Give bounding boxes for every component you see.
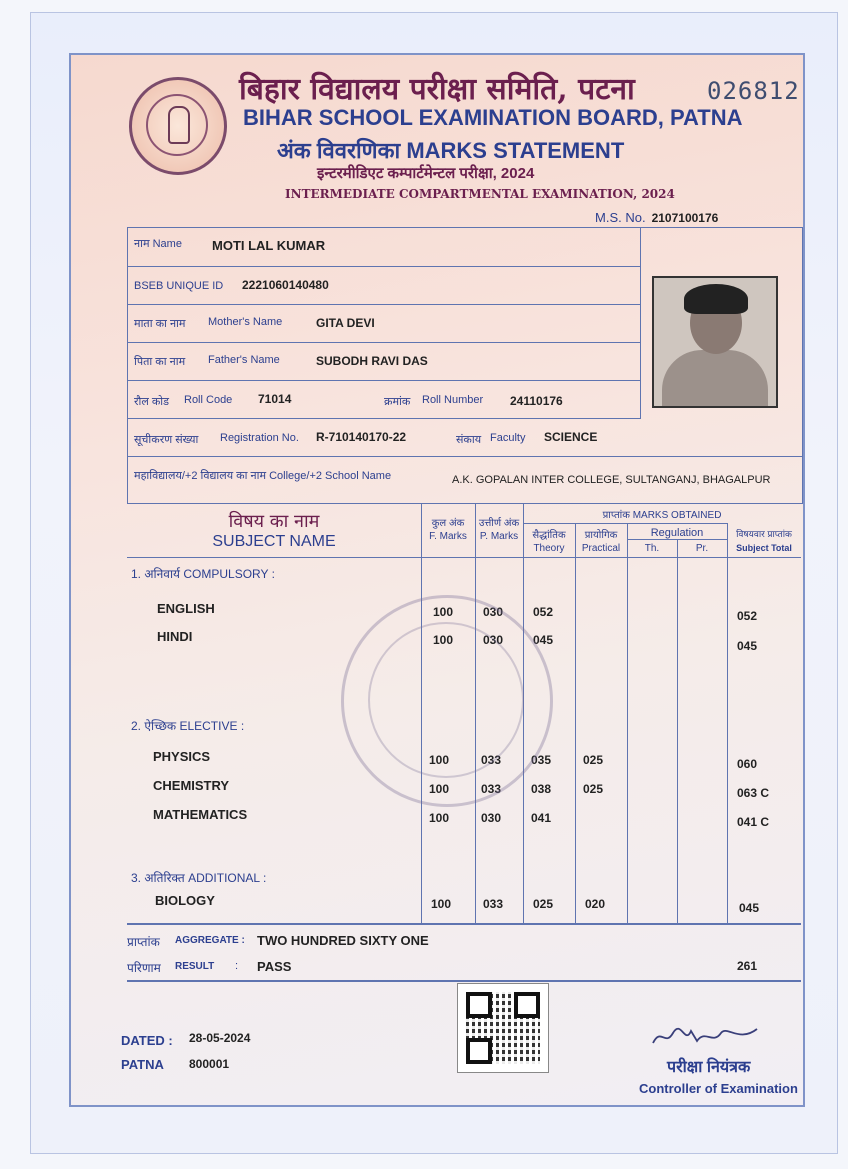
pass-marks-hindi: उत्तीर्ण अंक [478, 518, 520, 529]
faculty-label-hindi: संकाय [456, 434, 482, 446]
theory-hindi: सैद्धांतिक [532, 530, 566, 541]
aggregate-label-hindi: प्राप्तांक [127, 935, 160, 949]
full-marks: 100 [431, 897, 452, 911]
full-marks-english: F. Marks [429, 531, 467, 542]
ms-number [595, 210, 718, 225]
candidate-info [127, 227, 803, 504]
subject-total-hindi: विषयवार प्राप्तांक [736, 529, 792, 539]
pass-marks: 033 [481, 782, 502, 796]
result-label-hindi: परिणाम [127, 961, 161, 975]
pass-marks: 033 [481, 753, 502, 767]
candidate-photo [652, 276, 778, 408]
section-compulsory: 1. अनिवार्य COMPULSORY : [131, 567, 275, 581]
ms-number-value: 2107100176 [651, 211, 719, 225]
registration-number: R-710140170-22 [316, 430, 407, 444]
full-marks: 100 [429, 753, 450, 767]
practical-marks: 020 [585, 897, 606, 911]
roll-row [128, 380, 641, 419]
issue-date: 28-05-2024 [189, 1031, 251, 1045]
section-elective: 2. ऐच्छिक ELECTIVE : [131, 719, 245, 733]
subject-head-hindi: विषय का नाम [228, 511, 320, 532]
aggregate-in-words: TWO HUNDRED SIXTY ONE [257, 933, 429, 948]
registration-label: Registration No. [220, 432, 299, 444]
exam-name-english: INTERMEDIATE COMPARTMENTAL EXAMINATION, 2024 [285, 187, 675, 201]
aggregate-total: 261 [737, 959, 758, 973]
full-marks: 100 [429, 811, 450, 825]
marks-obtained-head [523, 507, 801, 521]
father-label-hindi: पिता का नाम [134, 356, 186, 368]
roll-number-label-hindi: क्रमांक [384, 396, 411, 408]
uid-label: BSEB UNIQUE ID [134, 280, 224, 292]
theory-marks: 045 [533, 633, 554, 647]
practical-marks: 025 [583, 753, 604, 767]
pass-marks-english: P. Marks [479, 531, 519, 542]
subject-total-english: Subject Total [736, 543, 792, 553]
full-marks: 100 [433, 605, 454, 619]
result-value: PASS [257, 959, 292, 974]
result-colon: : [235, 960, 239, 972]
practical-marks: 025 [583, 782, 604, 796]
subject-name: CHEMISTRY [153, 778, 230, 793]
regulation-practical: Pr. [695, 543, 709, 554]
full-marks: 100 [433, 633, 454, 647]
registration-row [128, 418, 802, 457]
dated-label: DATED : [121, 1033, 173, 1048]
pass-marks: 030 [483, 605, 504, 619]
father-row [128, 342, 641, 381]
roll-code: 71014 [258, 392, 292, 406]
mother-name: GITA DEVI [316, 316, 375, 330]
board-name-english: BIHAR SCHOOL EXAMINATION BOARD, PATNA [243, 105, 743, 130]
result-label: RESULT [175, 961, 215, 972]
mother-row [128, 304, 641, 343]
board-seal-icon [341, 595, 553, 807]
college-row [128, 456, 802, 502]
controller-title-hindi: परीक्षा नियंत्रक [667, 1059, 751, 1076]
theory-marks: 025 [533, 897, 554, 911]
regulation-theory: Th. [644, 543, 660, 554]
section-additional: 3. अतिरिक्त ADDITIONAL : [131, 871, 267, 885]
registration-label-hindi: सूचीकरण संख्या [134, 434, 199, 446]
subject-total: 045 [739, 901, 760, 915]
theory-marks: 052 [533, 605, 554, 619]
pass-marks: 030 [481, 811, 502, 825]
faculty: SCIENCE [544, 430, 598, 444]
theory-english: Theory [533, 543, 565, 554]
practical-english: Practical [581, 543, 621, 554]
controller-title-english: Controller of Examination [639, 1081, 798, 1096]
marks-statement-sheet [30, 12, 838, 1154]
roll-code-label: Roll Code [184, 394, 233, 406]
subject-head-english: SUBJECT NAME [212, 533, 336, 550]
board-name-hindi: बिहार विद्यालय परीक्षा समिति, पटना [239, 72, 635, 107]
document-frame [69, 53, 805, 1107]
pass-marks: 033 [483, 897, 504, 911]
subject-name: ENGLISH [157, 601, 215, 616]
statement-title [277, 135, 624, 165]
marks-obtained-english: MARKS OBTAINED [632, 510, 722, 521]
subject-name: HINDI [157, 629, 193, 644]
subject-total: 063 C [737, 786, 770, 800]
exam-name-hindi: इन्टरमीडिएट कम्पार्टमेन्टल परीक्षा, 2024 [317, 165, 535, 182]
college-label: महाविद्यालय/+2 विद्यालय का नाम College/+2 School Name [134, 470, 392, 482]
subject-total: 045 [737, 639, 758, 653]
pin-code: 800001 [189, 1057, 230, 1071]
statement-title-english: MARKS STATEMENT [406, 138, 625, 163]
full-marks-hindi: कुल अंक [431, 518, 465, 529]
unique-id: 2221060140480 [242, 278, 329, 292]
pass-marks: 030 [483, 633, 504, 647]
theory-marks: 035 [531, 753, 552, 767]
ms-number-label: M.S. No. [595, 210, 646, 225]
theory-marks: 041 [531, 811, 552, 825]
statement-title-hindi: अंक विवरणिका [277, 138, 401, 163]
practical-hindi: प्रायोगिक [584, 530, 618, 541]
roll-code-label-hindi: रौल कोड [134, 396, 170, 408]
full-marks: 100 [429, 782, 450, 796]
serial-number: 026812 [707, 77, 800, 105]
subject-name: PHYSICS [153, 749, 211, 764]
uid-row [128, 266, 641, 305]
college-name: A.K. GOPALAN INTER COLLEGE, SULTANGANJ, BHAGALPUR [452, 474, 771, 486]
name-label: नाम Name [134, 238, 182, 250]
mother-label-hindi: माता का नाम [134, 318, 186, 330]
place-label: PATNA [121, 1057, 164, 1072]
qr-code-icon [457, 983, 549, 1073]
father-name: SUBODH RAVI DAS [316, 354, 428, 368]
father-label: Father's Name [208, 354, 280, 366]
subject-name: BIOLOGY [155, 893, 215, 908]
marks-obtained-hindi: प्राप्तांक [602, 510, 630, 521]
subject-name: MATHEMATICS [153, 807, 248, 822]
roll-number-label: Roll Number [422, 394, 484, 406]
subject-total: 041 C [737, 815, 770, 829]
board-emblem-icon [129, 77, 227, 175]
regulation-head: Regulation [650, 527, 704, 539]
theory-marks: 038 [531, 782, 552, 796]
mother-label: Mother's Name [208, 316, 283, 328]
subject-total: 052 [737, 609, 758, 623]
name-row [128, 228, 641, 267]
subject-total: 060 [737, 757, 758, 771]
roll-number: 24110176 [510, 394, 563, 408]
faculty-label: Faculty [490, 432, 526, 444]
controller-signature-icon [647, 1021, 767, 1051]
aggregate-box [127, 923, 801, 982]
aggregate-label: AGGREGATE : [175, 935, 245, 946]
candidate-name: MOTI LAL KUMAR [212, 238, 326, 253]
